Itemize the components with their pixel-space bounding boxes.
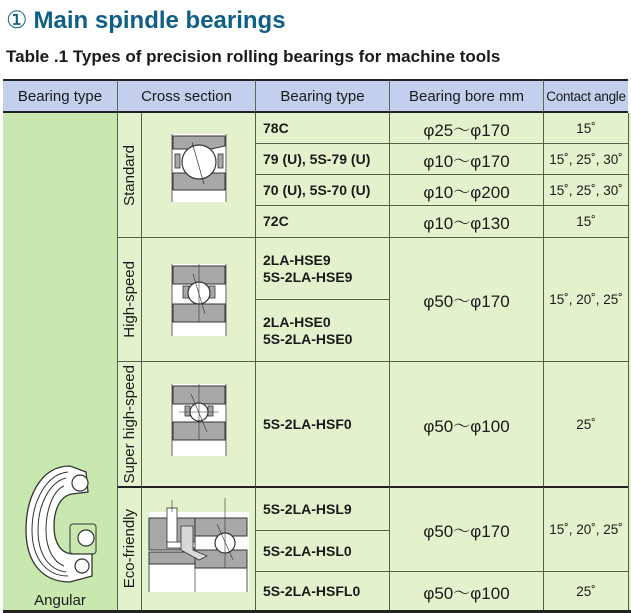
type-cell (255, 237, 389, 299)
table-caption: Table .1 Types of precision rolling bearings for machine tools (6, 47, 501, 66)
group-label: Angular (34, 592, 86, 609)
header-bearing-type-2: Bearing type (255, 79, 389, 113)
bore-cell: φ25〜φ170 (389, 113, 543, 143)
header-contact-angle: Contact angle (543, 79, 628, 113)
header-cross-section: Cross section (117, 79, 255, 113)
angle-cell: 25˚ (543, 571, 628, 610)
type-label: 5S-2LA-HSE0 (263, 330, 353, 347)
angle-cell: 25˚ (543, 361, 628, 486)
cross-section-eco-friendly (141, 486, 255, 610)
category-label: Super high-speed (121, 364, 138, 484)
bore-cell: φ50〜φ100 (389, 571, 543, 610)
type-label: 79 (U), 5S-79 (U) (263, 150, 371, 167)
angle-cell: 15˚ (543, 113, 628, 143)
type-label: 70 (U), 5S-70 (U) (263, 181, 371, 198)
group-angular (3, 113, 117, 610)
angle-cell: 15˚ (543, 205, 628, 237)
header-bearing-bore: Bearing bore mm (389, 79, 543, 113)
section-title-text: Main spindle bearings (33, 7, 286, 34)
type-cell (255, 299, 389, 361)
category-super-high-speed (117, 361, 141, 486)
bore-cell: φ10〜φ130 (389, 205, 543, 237)
type-label: 72C (263, 213, 289, 229)
type-cell (255, 174, 389, 205)
angle-cell: 15˚, 20˚, 25˚ (543, 486, 628, 571)
header-bearing-type: Bearing type (3, 79, 117, 113)
category-high-speed (117, 237, 141, 361)
angular-bearing-icon (20, 458, 100, 588)
angle-cell: 15˚, 25˚, 30˚ (543, 143, 628, 174)
cross-section-high-speed (141, 237, 255, 361)
category-eco-friendly (117, 486, 141, 610)
type-label: 78C (263, 119, 289, 136)
type-cell (255, 113, 389, 143)
standard-bearing-cross-section-icon (171, 134, 227, 202)
category-label: High-speed (121, 261, 138, 338)
eco-friendly-bearing-cross-section-icon (147, 498, 251, 592)
type-label: 2LA-HSE9 (263, 251, 331, 268)
type-label: 5S-2LA-HSFL0 (263, 582, 361, 599)
category-standard (117, 113, 141, 237)
angle-cell: 15˚, 20˚, 25˚ (543, 237, 628, 361)
section-number: ① (6, 7, 28, 34)
bore-cell: φ50〜φ170 (389, 237, 543, 361)
type-cell (255, 571, 389, 610)
super-high-speed-bearing-cross-section-icon (171, 384, 227, 456)
category-label: Standard (121, 144, 138, 206)
bore-cell: φ10〜φ170 (389, 143, 543, 174)
high-speed-bearing-cross-section-icon (171, 264, 227, 336)
bore-cell: φ50〜φ170 (389, 486, 543, 571)
type-label: 5S-2LA-HSF0 (263, 415, 352, 432)
angle-cell: 15˚, 25˚, 30˚ (543, 174, 628, 205)
type-cell (255, 205, 389, 237)
cross-section-super-high-speed (141, 361, 255, 486)
type-label: 2LA-HSE0 (263, 313, 331, 330)
type-cell (255, 361, 389, 486)
type-cell (255, 143, 389, 174)
bearings-table (3, 79, 631, 612)
cross-section-standard (141, 113, 255, 237)
bore-cell: φ10〜φ200 (389, 174, 543, 205)
category-label: Eco-friendly (121, 509, 138, 589)
type-label: 5S-2LA-HSE9 (263, 268, 353, 285)
type-label: 5S-2LA-HSL9 (263, 500, 352, 517)
type-cell (255, 530, 389, 571)
type-label: 5S-2LA-HSL0 (263, 542, 352, 559)
bore-cell: φ50〜φ100 (389, 361, 543, 486)
type-cell (255, 486, 389, 530)
section-title (6, 6, 286, 35)
